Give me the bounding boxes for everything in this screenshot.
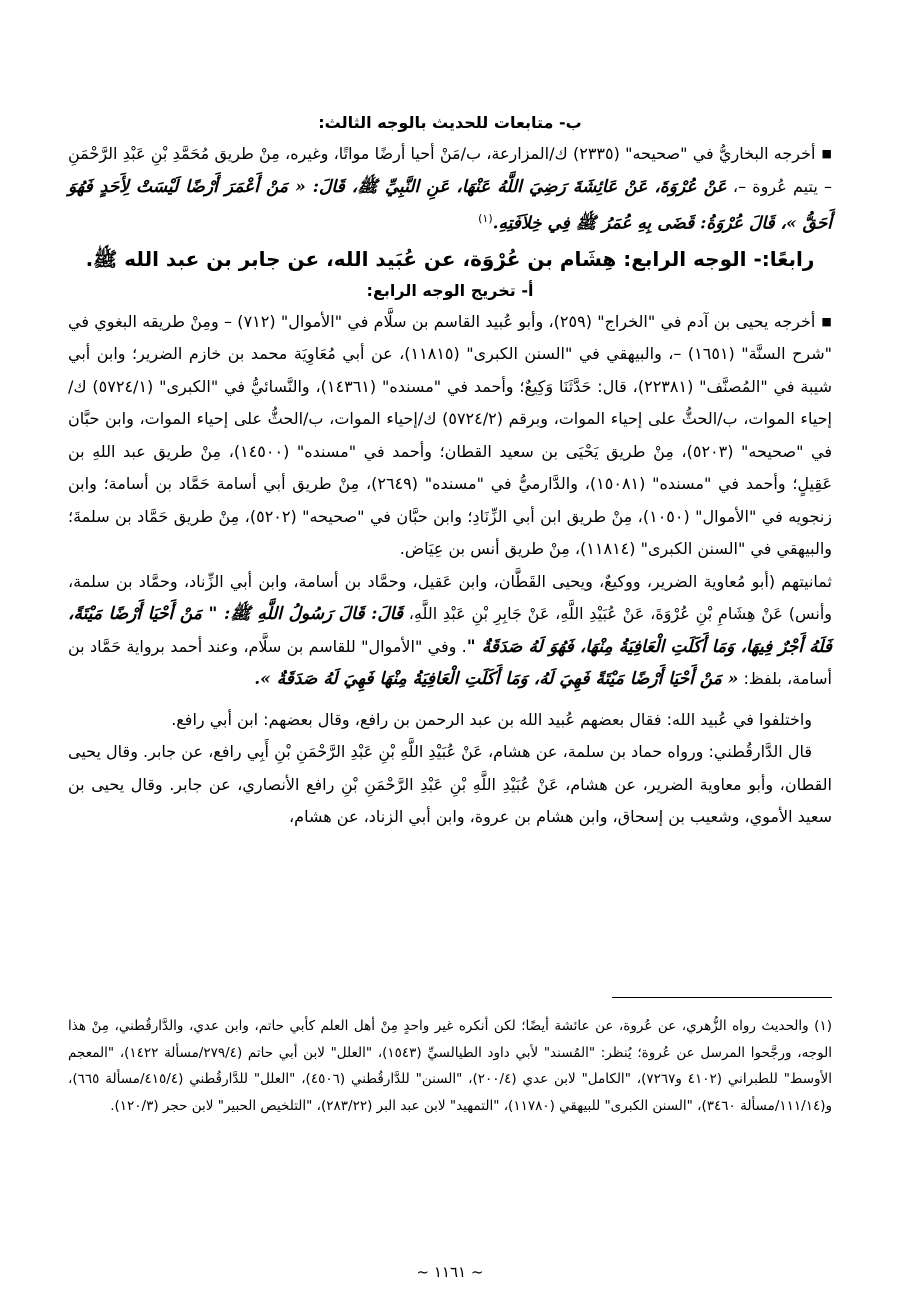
- paragraph-eight-narrators: [68, 566, 832, 696]
- paragraph-takhrij-text: أخرجه يحيى بن آدم في "الخراج" (٢٥٩)، وأبو عُبيد القاسم بن سلَّام في "الأموال" (٧١٢) – ومِنْ طريقه البغوي في "شرح السنَّة" (١٦٥١) –، والبيهقي في "السنن الكبرى" (١١٨١٥)، عن أبي مُعَاوِيَة محمد بن خازم الضرير؛ وابن أبي شيبة في "المُصنَّف" (٢٢٣٨١)، قال: حَدَّثَنَا وَكِيعٌ؛ وأحمد في "مسنده" (١٤٣٦١)، والنَّسائيُّ في "الكبرى" (٥٧٢٤/١) ك/إحياء الموات، ب/الحثُّ على إحياء الموات، وبرقم (٥٧٢٤/٢) ك/إحياء الموات، ب/الحثُّ على إحياء الموات، وابن حبَّان في "صحيحه" (٥٢٠٣)، مِنْ طريق يَحْيَى بن سعيد القطان؛ وأحمد في "مسنده" (١٤٥٠٠)، مِنْ طريق عبد اللهِ بن عَقِيلٍ؛ وأحمد في "مسنده" (١٥٠٨١)، والدَّارميُّ في "مسنده" (٢٦٤٩)، مِنْ طريق أبي أسامة حَمَّاد بن أسامة؛ وابن زنجويه في "الأموال" (١٠٥٠)، مِنْ طريق ابن أبي الزِّنَادِ؛ وابن حبَّان في "صحيحه" (٥٢٠٢)، مِنْ طريق حَمَّاد بن سلمةَ؛ والبيهقي في "السنن الكبرى" (١١٨١٤)، مِنْ طريق أنس بن عِيَاض.: [68, 311, 833, 559]
- footnote-divider: [612, 997, 832, 998]
- bullet-icon: ■: [821, 314, 832, 328]
- page-number: ~ ١١٦١ ~: [416, 1263, 484, 1281]
- paragraph-eight-lead: ثمانيتهم (أبو مُعاوية الضرير، ووكيعٌ، ويحيى القَطَّان، وابن عَقيل، وحمَّاد بن أسامة، وابن أبي الزِّناد، وحمَّاد بن سلمة، وأنس) عَنْ هِشَامِ بْنِ عُرْوَةَ، عَنْ عُبَيْدِ اللَّهِ، عَنْ جَابِرِ بْنِ عَبْدِ اللَّهِ،: [68, 571, 832, 624]
- paragraph-daraqutni: قال الدَّارقُطني: ورواه حماد بن سلمة، عن هشام، عَنْ عُبَيْدِ اللَّهِ بْنِ عَبْدِ الرَّحْمَنِ بْنِ أَبِي رافع، عن جابر. وقال يحيى القطان، وأبو معاوية الضرير، عن هشام، عَنْ عُبَيْدِ اللَّهِ بْنِ عَبْدِ الرَّحْمَنِ بْنِ رافع الأنصاري، عن جابر. وقال يحيى بن سعيد الأموي، وشعيب بن إسحاق، وابن هشام بن عروة، وابن أبي الزناد، عن هشام،: [68, 742, 832, 827]
- section-heading-fourth: رابعًا:- الوجه الرابع: هِشَام بن عُرْوَة، عن عُبَيد الله، عن جابر بن عبد الله ﷺ.: [85, 246, 815, 271]
- subsection-heading-a: أ- تخريج الوجه الرابع:: [366, 280, 534, 300]
- footnote-1: (١) والحديث رواه الزُّهري، عن عُروة، عن عائشة أيضًا؛ لكن أنكره غير واحدٍ مِنْ أهل العلم كأبي حاتم، وابن عدي، والدَّارقُطني، مِنْ هذا الوجه، ورجَّحوا المرسل عن عُروة؛ يُنظر: "المُسند" لأبي داود الطيالسيِّ (١٥٤٣)، "العلل" لابن أبي حاتم (٢٧٩/٤/مسألة ١٤٢٢)، "المعجم الأوسط" للطبراني (٤١٠٢ و٧٢٦٧)، "الكامل" لابن عدي (٢٠٠/٤)، "السنن" للدَّارقُطني (٤٥٠٦)، "العلل" للدَّارقُطني (٤١٥/٤/مسألة ٦٦٥)، و(١١١/١٤/مسألة ٣٤٦٠)، "السنن الكبرى" للبيهقي (١١٧٨٠)، "التمهيد" لابن عبد البر (٢٨٣/٢٢)، "التلخيص الحبير" لابن حجر (١٢٠/٣).: [68, 1018, 832, 1114]
- paragraph-bukhari: [68, 138, 832, 240]
- paragraph-disagreement: واختلفوا في عُبيد الله: فقال بعضهم عُبيد الله بن عبد الرحمن بن رافع، وقال بعضهم: ابن أبي رافع.: [171, 709, 812, 729]
- hadith-text-jabir: قَالَ: قَالَ رَسُولُ اللَّهِ ﷺ: " مَنْ أَحْيَا أَرْضًا مَيْتَةً، فَلَهُ أَجْرٌ فِيهَا، وَمَا أَكَلَتِ الْعَافِيَةُ مِنْهَا، فَهُوَ لَهُ صَدَقَةٌ ": [68, 604, 832, 657]
- paragraph-eight-middle: . وفي "الأموال" للقاسم بن سلَّام، وعند أحمد برواية حَمَّاد بن أسامة، بلفظ:: [68, 636, 832, 689]
- footnote-ref: (١): [478, 212, 493, 225]
- page-body: [68, 108, 833, 1281]
- paragraph-bukhari-lead: أخرجه البخاريُّ في "صحيحه" (٢٣٣٥) ك/المزارعة، ب/مَنْ أحيا أرضًا مواتًا، وغيره، مِنْ طريق مُحَمَّدِ بْنِ عَبْدِ الرَّحْمَنِ – يتيم عُروة –،: [68, 144, 833, 196]
- subsection-heading-b: ب- متابعات للحديث بالوجه الثالث:: [318, 113, 582, 132]
- bullet-icon: ■: [821, 147, 833, 160]
- hadith-text-jabir-alt: « مَنْ أَحْيَا أَرْضًا مَيْتَةً فَهِيَ لَهُ، وَمَا أَكَلَتِ الْعَافِيَةُ مِنْهَا فَهِيَ لَهُ صَدَقَةٌ ».: [254, 669, 739, 690]
- paragraph-takhrij: [68, 306, 832, 566]
- hadith-text-aisha: عَنْ عُرْوَةَ، عَنْ عَائِشَةَ رَضِيَ اللَّهُ عَنْهَا، عَنِ النَّبِيِّ ﷺ، قَالَ: « مَنْ أَعْمَرَ أَرْضًا لَيْسَتْ لِأَحَدٍ فَهُوَ أَحَقُّ »، قَالَ عُرْوَةُ: قَضَى بِهِ عُمَرُ ﷺ فِي خِلاَفَتِهِ.: [68, 176, 832, 234]
